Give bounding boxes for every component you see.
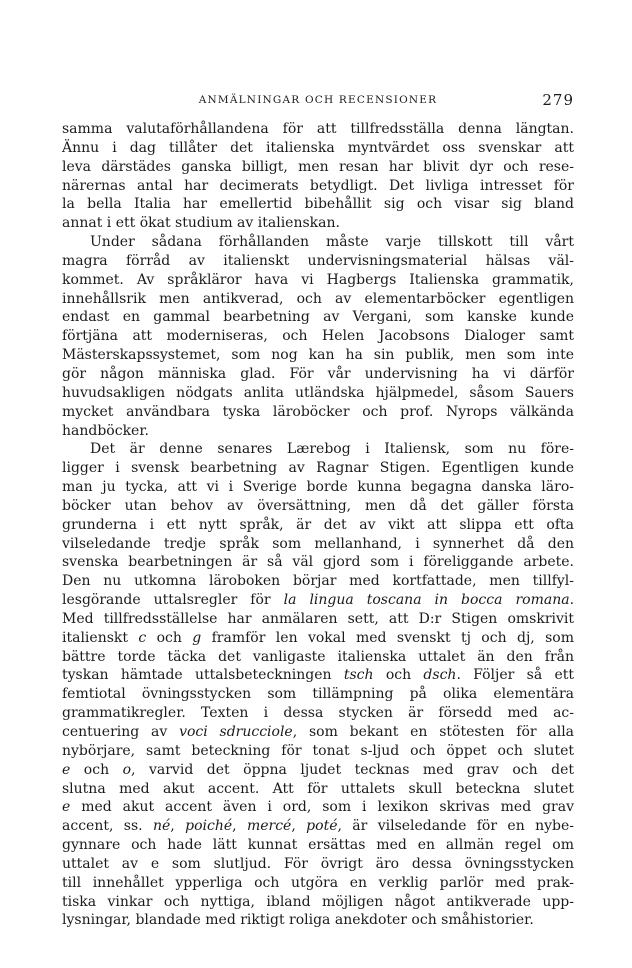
text-line: accent, ss. né, poiché, mercé, poté, är vilseledande för en nybe- <box>62 818 574 835</box>
italic-term: tsch <box>343 667 374 684</box>
text-line: mycket användbara tyska läroböcker och prof. Nyrops välkända <box>62 403 574 420</box>
italic-term: voci sdrucciole <box>179 724 293 740</box>
text-line: e och o, varvid det öppna ljudet tecknas med grav och det <box>62 761 574 778</box>
text-line: gynnare och hade lätt kunnat ersättas med en allmän regel om <box>62 837 574 854</box>
italic-term: e <box>62 799 71 816</box>
italic-term: c <box>138 629 147 646</box>
italic-term: g <box>192 629 202 646</box>
text-line: endast en gammal bearbetning av Vergani, som kanske kunde <box>62 309 574 326</box>
body-text <box>62 120 574 930</box>
text-line: Den nu utkomna läroboken börjar med kortfattade, men tillfyl- <box>62 573 574 590</box>
text-line: gör någon människa glad. För vår undervisning ha vi därför <box>62 365 574 382</box>
text-line: lysningar, blandade med riktigt roliga anekdoter och småhistorier. <box>62 912 534 929</box>
text-line: man ju tycka, att vi i Sverige borde kunna begagna danska läro- <box>62 479 574 496</box>
text-line: magra förråd av italienskt undervisningsmaterial hälsas väl- <box>62 252 574 269</box>
text-line: grammatikregler. Texten i dessa stycken är försedd med ac- <box>62 705 574 722</box>
text-line: Under sådana förhållanden måste varje tillskott till vårt <box>90 234 574 251</box>
paragraph <box>62 233 574 440</box>
text-line: samma valutaförhållandena för att tillfredsställa denna längtan. <box>62 121 574 137</box>
text-line: förtjäna att moderniseras, och Helen Jacobsons Dialoger samt <box>62 328 574 345</box>
text-line: slutna med akut accent. Att för uttalets skull beteckna slutet <box>62 780 574 797</box>
text-line: la bella Italia har emellertid bibehållit sig och visar sig bland <box>62 196 574 213</box>
italic-term: poté <box>306 818 338 835</box>
paragraph <box>62 440 574 930</box>
text-line: huvudsakligen nödgats anlita utländska hjälpmedel, såsom Sauers <box>62 384 574 401</box>
text-line: uttalet av e som slutljud. För övrigt äro dessa övningsstycken <box>62 855 574 872</box>
text-line: annat i ett ökat studium av italienskan. <box>62 215 340 232</box>
italic-term: dsch <box>423 667 457 684</box>
text-line: till innehållet ypperliga och utgöra en verklig parlör med prak- <box>62 874 574 891</box>
text-line: svenska bearbetningen är så väl gjord som i föreliggande arbete. <box>62 554 574 571</box>
text-line: e med akut accent även i ord, som i lexikon skrivas med grav <box>62 799 574 816</box>
italic-term: né <box>152 818 171 835</box>
text-line: innehållsrik men antikverad, och av elementarböcker egentligen <box>62 290 574 307</box>
text-line: tiska vinkar och nyttiga, ibland möjligen något antikverade upp- <box>62 893 574 910</box>
text-line: tyskan hämtade uttalsbeteckningen tsch och dsch. Följer så ett <box>62 667 575 684</box>
paragraph <box>62 120 574 233</box>
text-line: Mästerskapssystemet, som nog kan ha sin publik, men som inte <box>62 347 574 364</box>
italic-term: la lingua toscana in bocca romana <box>283 592 570 609</box>
italic-term: poiché <box>185 818 233 835</box>
text-line: Det är denne senares Lærebog i Italiensk, som nu före- <box>90 441 574 458</box>
running-title: ANMÄLNINGAR OCH RECENSIONER <box>198 94 438 106</box>
italic-term: o <box>122 761 132 778</box>
italic-term: e <box>62 761 71 778</box>
text-line: grunderna i ett nytt språk, är det av vikt att slippa ett ofta <box>62 516 574 533</box>
text-line: centuering av voci sdrucciole, som bekant en stötesten för alla <box>62 724 575 740</box>
text-line: böcker utan behov av översättning, men då det gäller första <box>62 497 574 514</box>
page-number: 279 <box>542 91 574 109</box>
text-line: leva därstädes ganska billigt, men resan har blivit dyr och rese- <box>62 158 574 175</box>
text-line: handböcker. <box>62 422 149 439</box>
text-line: bättre torde täcka det vanligaste italienska uttalet än den från <box>62 648 574 665</box>
text-line: ligger i svensk bearbetning av Ragnar Stigen. Egentligen kunde <box>62 460 574 477</box>
text-line: femtiotal övningsstycken som tillämpning på olika elementära <box>62 686 574 703</box>
running-header <box>62 91 574 110</box>
text-line: Ännu i dag tillåter det italienska myntvärdet oss svenskar att <box>62 139 574 156</box>
text-line: kommet. Av språkläror hava vi Hagbergs Italienska grammatik, <box>62 271 574 288</box>
text-line: italienskt c och g framför len vokal med svenskt tj och dj, som <box>62 629 574 646</box>
italic-term: mercé <box>246 818 292 835</box>
text-line: Med tillfredsställelse har anmälaren sett, att D:r Stigen omskrivit <box>62 610 574 627</box>
text-line: närernas antal har decimerats betydligt. Det livliga intresset för <box>62 177 574 194</box>
text-line: vilseledande tredje språk som mellanhand, i synnerhet då den <box>62 535 574 552</box>
text-line: lesgörande uttalsregler för la lingua toscana in bocca romana. <box>62 592 575 609</box>
text-line: nybörjare, samt beteckning för tonat s-ljud och öppet och slutet <box>62 742 574 759</box>
